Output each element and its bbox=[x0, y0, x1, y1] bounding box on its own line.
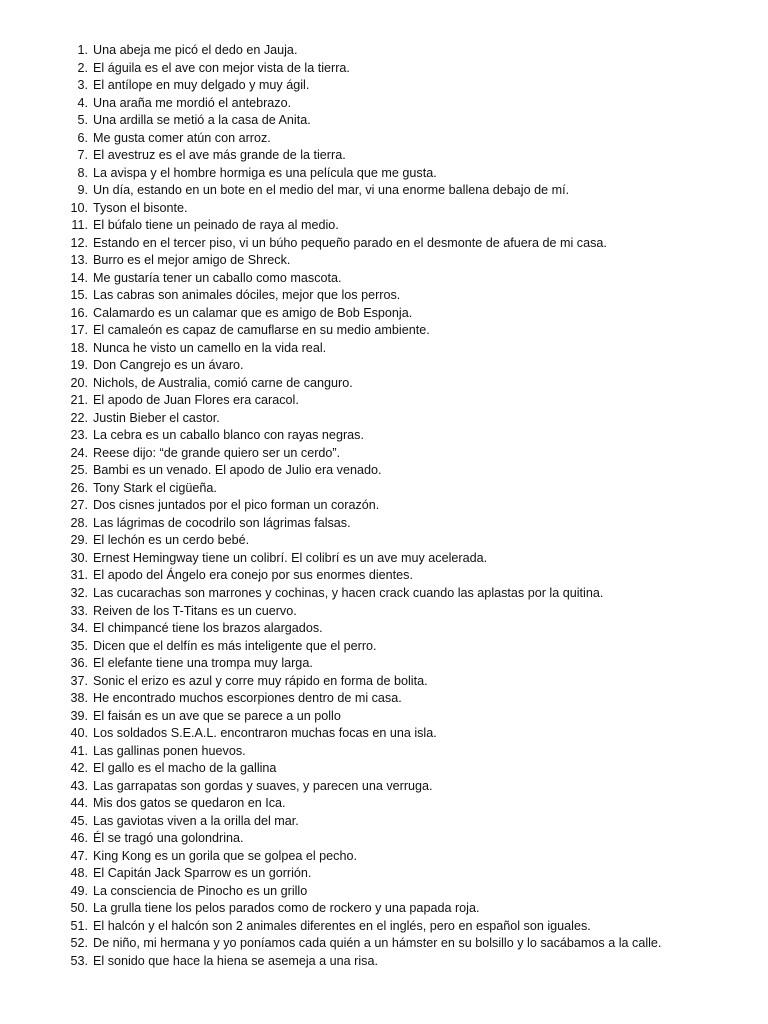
item-text: De niño, mi hermana y yo poníamos cada quién a un hámster en su bolsillo y lo sacábamos a la calle. bbox=[93, 936, 662, 951]
item-number: 11. bbox=[71, 218, 88, 233]
item-text: El faisán es un ave que se parece a un pollo bbox=[93, 708, 341, 723]
item-text: He encontrado muchos escorpiones dentro de mi casa. bbox=[93, 691, 402, 706]
item-text: Reiven de los T-Titans es un cuervo. bbox=[93, 603, 297, 618]
list-item bbox=[0, 620, 768, 638]
list-item bbox=[0, 603, 768, 621]
item-number: 48. bbox=[70, 866, 88, 881]
item-text: Bambi es un venado. El apodo de Julio era venado. bbox=[93, 463, 382, 478]
item-text: El halcón y el halcón son 2 animales diferentes en el inglés, pero en español son iguales. bbox=[93, 918, 591, 933]
item-number: 35. bbox=[70, 638, 88, 653]
item-text: El búfalo tiene un peinado de raya al medio. bbox=[93, 218, 339, 233]
item-number: 41. bbox=[70, 743, 88, 758]
item-number: 3. bbox=[77, 78, 88, 93]
list-item bbox=[0, 305, 768, 323]
item-text: La grulla tiene los pelos parados como de rockero y una papada roja. bbox=[93, 901, 480, 916]
item-text: El avestruz es el ave más grande de la tierra. bbox=[93, 148, 346, 163]
item-number: 12. bbox=[70, 235, 88, 250]
item-text: Dicen que el delfín es más inteligente que el perro. bbox=[93, 638, 377, 653]
item-text: El Capitán Jack Sparrow es un gorrión. bbox=[93, 866, 312, 881]
list-item bbox=[0, 112, 768, 130]
list-item bbox=[0, 778, 768, 796]
list-item bbox=[0, 445, 768, 463]
item-number: 18. bbox=[70, 340, 88, 355]
list-item bbox=[0, 462, 768, 480]
item-number: 33. bbox=[70, 603, 88, 618]
item-number: 40. bbox=[70, 726, 88, 741]
list-item bbox=[0, 42, 768, 60]
list-item bbox=[0, 865, 768, 883]
item-text: Tyson el bisonte. bbox=[93, 200, 188, 215]
list-item bbox=[0, 655, 768, 673]
list-item bbox=[0, 567, 768, 585]
item-text: El gallo es el macho de la gallina bbox=[93, 761, 277, 776]
item-text: El elefante tiene una trompa muy larga. bbox=[93, 656, 313, 671]
item-text: Las cucarachas son marrones y cochinas, y hacen crack cuando las aplastas por la quitina. bbox=[93, 585, 604, 600]
item-number: 29. bbox=[70, 533, 88, 548]
item-number: 20. bbox=[70, 375, 88, 390]
list-item bbox=[0, 515, 768, 533]
item-text: Las gaviotas viven a la orilla del mar. bbox=[93, 813, 299, 828]
item-number: 51. bbox=[70, 918, 88, 933]
item-number: 21. bbox=[70, 393, 88, 408]
list-item bbox=[0, 392, 768, 410]
item-number: 22. bbox=[70, 410, 88, 425]
item-number: 36. bbox=[70, 656, 88, 671]
item-number: 23. bbox=[70, 428, 88, 443]
item-text: Las cabras son animales dóciles, mejor que los perros. bbox=[93, 288, 401, 303]
item-text: Don Cangrejo es un ávaro. bbox=[93, 358, 244, 373]
item-text: Justin Bieber el castor. bbox=[93, 410, 220, 425]
item-text: El apodo de Juan Flores era caracol. bbox=[93, 393, 299, 408]
item-text: El águila es el ave con mejor vista de la tierra. bbox=[93, 60, 350, 75]
list-item bbox=[0, 638, 768, 656]
item-number: 31. bbox=[70, 568, 88, 583]
item-text: Reese dijo: “de grande quiero ser un cerdo”. bbox=[93, 445, 341, 460]
item-number: 24. bbox=[70, 445, 88, 460]
item-text: El apodo del Ángelo era conejo por sus enormes dientes. bbox=[93, 568, 413, 583]
list-item bbox=[0, 795, 768, 813]
item-text: Burro es el mejor amigo de Shreck. bbox=[93, 253, 291, 268]
item-number: 37. bbox=[70, 673, 88, 688]
item-number: 43. bbox=[70, 778, 88, 793]
list-item bbox=[0, 848, 768, 866]
item-text: Las garrapatas son gordas y suaves, y parecen una verruga. bbox=[93, 778, 433, 793]
list-item bbox=[0, 918, 768, 936]
item-number: 34. bbox=[70, 621, 88, 636]
item-number: 46. bbox=[70, 831, 88, 846]
item-text: Ernest Hemingway tiene un colibrí. El colibrí es un ave muy acelerada. bbox=[93, 550, 488, 565]
list-item bbox=[0, 165, 768, 183]
list-item bbox=[0, 760, 768, 778]
item-number: 45. bbox=[70, 813, 88, 828]
item-number: 47. bbox=[70, 848, 88, 863]
item-text: Calamardo es un calamar que es amigo de Bob Esponja. bbox=[93, 305, 413, 320]
item-text: Me gusta comer atún con arroz. bbox=[93, 130, 271, 145]
item-text: La avispa y el hombre hormiga es una película que me gusta. bbox=[93, 165, 437, 180]
item-number: 1. bbox=[77, 43, 88, 57]
list-item bbox=[0, 935, 768, 953]
list-item bbox=[0, 375, 768, 393]
list-item bbox=[0, 883, 768, 901]
list-item bbox=[0, 532, 768, 550]
item-text: El camaleón es capaz de camuflarse en su medio ambiente. bbox=[93, 323, 430, 338]
item-number: 38. bbox=[70, 691, 88, 706]
list-item bbox=[0, 200, 768, 218]
item-number: 9. bbox=[77, 183, 88, 198]
item-number: 17. bbox=[70, 323, 88, 338]
item-number: 19. bbox=[70, 358, 88, 373]
list-item bbox=[0, 252, 768, 270]
list-item bbox=[0, 673, 768, 691]
item-number: 50. bbox=[70, 901, 88, 916]
item-number: 53. bbox=[70, 953, 88, 968]
item-text: King Kong es un gorila que se golpea el pecho. bbox=[93, 848, 357, 863]
list-item bbox=[0, 60, 768, 78]
list-item bbox=[0, 322, 768, 340]
item-text: El chimpancé tiene los brazos alargados. bbox=[93, 621, 323, 636]
list-item bbox=[0, 497, 768, 515]
item-text: Las gallinas ponen huevos. bbox=[93, 743, 246, 758]
item-number: 32. bbox=[70, 585, 88, 600]
item-text: Las lágrimas de cocodrilo son lágrimas falsas. bbox=[93, 515, 351, 530]
item-number: 6. bbox=[77, 130, 88, 145]
list-item bbox=[0, 357, 768, 375]
item-text: Una ardilla se metió a la casa de Anita. bbox=[93, 113, 311, 128]
list-item bbox=[0, 235, 768, 253]
item-text: Tony Stark el cigüeña. bbox=[93, 480, 217, 495]
item-text: Los soldados S.E.A.L. encontraron muchas focas en una isla. bbox=[93, 726, 437, 741]
item-text: Nunca he visto un camello en la vida real. bbox=[93, 340, 327, 355]
list-item bbox=[0, 410, 768, 428]
item-text: Una araña me mordió el antebrazo. bbox=[93, 95, 292, 110]
item-number: 42. bbox=[70, 761, 88, 776]
list-item bbox=[0, 77, 768, 95]
sentence-list bbox=[0, 42, 768, 970]
list-item bbox=[0, 585, 768, 603]
item-number: 10. bbox=[70, 200, 88, 215]
list-item bbox=[0, 130, 768, 148]
list-item bbox=[0, 340, 768, 358]
list-item bbox=[0, 95, 768, 113]
list-item bbox=[0, 182, 768, 200]
item-text: El lechón es un cerdo bebé. bbox=[93, 533, 250, 548]
item-text: El antílope en muy delgado y muy ágil. bbox=[93, 78, 310, 93]
item-text: El sonido que hace la hiena se asemeja a una risa. bbox=[93, 953, 378, 968]
item-number: 8. bbox=[77, 165, 88, 180]
item-number: 7. bbox=[77, 148, 88, 163]
list-item bbox=[0, 900, 768, 918]
list-item bbox=[0, 708, 768, 726]
item-text: Él se tragó una golondrina. bbox=[93, 831, 244, 846]
list-item bbox=[0, 427, 768, 445]
item-number: 26. bbox=[70, 480, 88, 495]
item-number: 5. bbox=[77, 113, 88, 128]
item-text: Una abeja me picó el dedo en Jauja. bbox=[93, 43, 298, 57]
list-item bbox=[0, 270, 768, 288]
item-number: 14. bbox=[70, 270, 88, 285]
item-text: La consciencia de Pinocho es un grillo bbox=[93, 883, 308, 898]
list-item bbox=[0, 813, 768, 831]
item-number: 39. bbox=[70, 708, 88, 723]
list-item bbox=[0, 217, 768, 235]
item-number: 25. bbox=[70, 463, 88, 478]
list-item bbox=[0, 690, 768, 708]
list-item bbox=[0, 287, 768, 305]
list-item bbox=[0, 953, 768, 971]
item-number: 28. bbox=[70, 515, 88, 530]
item-number: 15. bbox=[70, 288, 88, 303]
item-text: Dos cisnes juntados por el pico forman un corazón. bbox=[93, 498, 380, 513]
item-text: La cebra es un caballo blanco con rayas negras. bbox=[93, 428, 364, 443]
list-item bbox=[0, 830, 768, 848]
item-number: 2. bbox=[77, 60, 88, 75]
item-text: Nichols, de Australia, comió carne de canguro. bbox=[93, 375, 353, 390]
list-item bbox=[0, 550, 768, 568]
item-text: Un día, estando en un bote en el medio del mar, vi una enorme ballena debajo de mí. bbox=[93, 183, 570, 198]
item-text: Sonic el erizo es azul y corre muy rápido en forma de bolita. bbox=[93, 673, 428, 688]
list-item bbox=[0, 147, 768, 165]
item-number: 30. bbox=[70, 550, 88, 565]
item-number: 13. bbox=[70, 253, 88, 268]
list-item bbox=[0, 725, 768, 743]
list-item bbox=[0, 480, 768, 498]
item-text: Estando en el tercer piso, vi un búho pequeño parado en el desmonte de afuera de mi casa. bbox=[93, 235, 607, 250]
item-number: 44. bbox=[70, 796, 88, 811]
item-number: 16. bbox=[70, 305, 88, 320]
item-number: 4. bbox=[77, 95, 88, 110]
item-number: 27. bbox=[70, 498, 88, 513]
list-item bbox=[0, 743, 768, 761]
item-text: Mis dos gatos se quedaron en Ica. bbox=[93, 796, 286, 811]
item-number: 52. bbox=[70, 936, 88, 951]
item-text: Me gustaría tener un caballo como mascota. bbox=[93, 270, 342, 285]
item-number: 49. bbox=[70, 883, 88, 898]
